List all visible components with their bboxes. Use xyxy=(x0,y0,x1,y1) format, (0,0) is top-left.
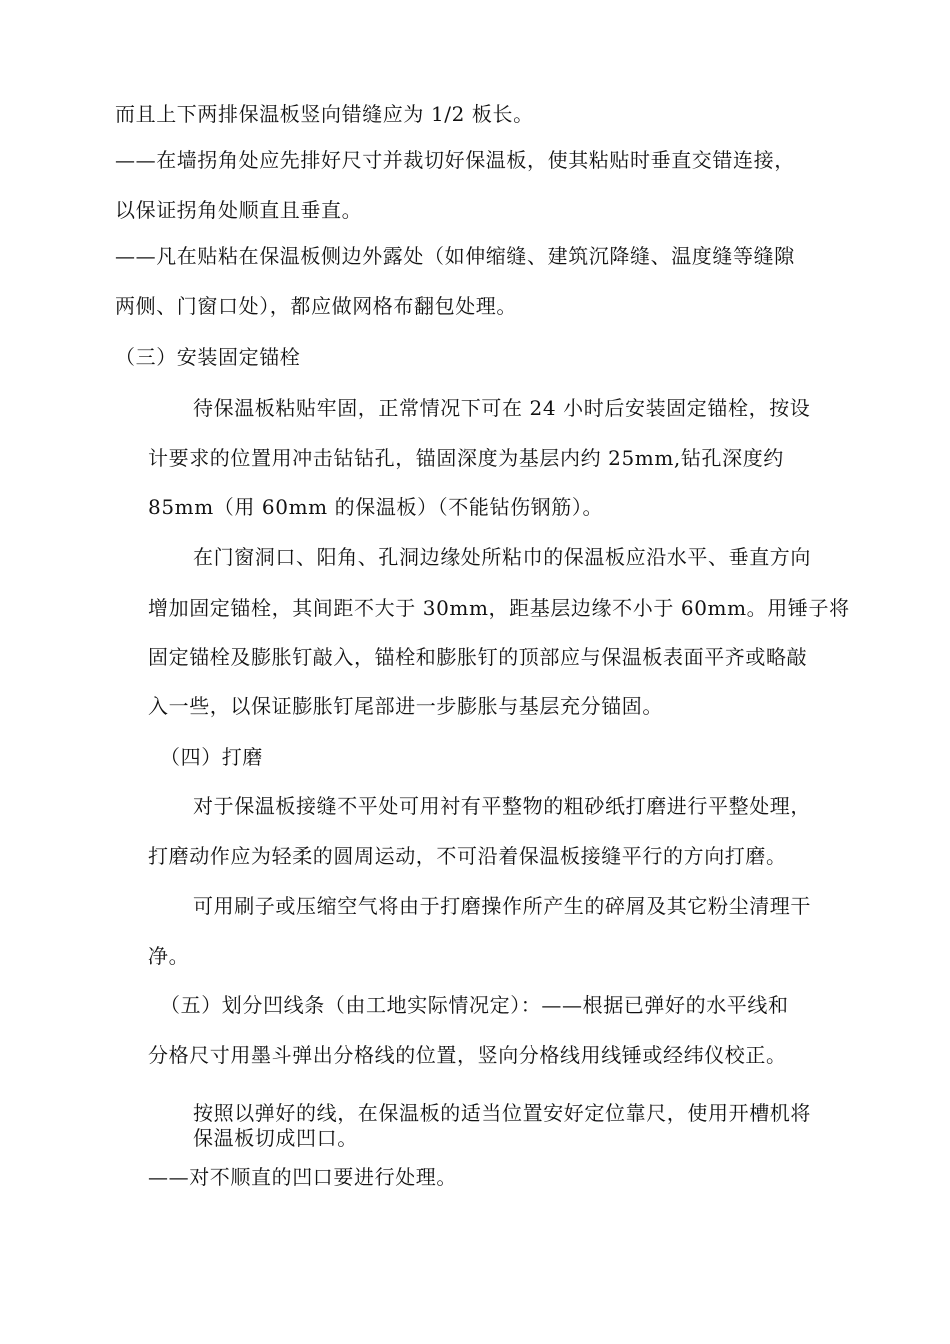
text-line-1: 而且上下两排保温板竖向错缝应为 1/2 板长。 xyxy=(115,102,534,126)
text-line-5: 两侧、门窗口处），都应做网格布翻包处理。 xyxy=(115,294,517,318)
text-line-13: 入一些，以保证膨胀钉尾部进一步膨胀与基层充分锚固。 xyxy=(148,694,663,718)
text-line-2: ——在墙拐角处应先排好尺寸并裁切好保温板，使其粘贴时垂直交错连接， xyxy=(115,148,795,172)
text-line-8: 计要求的位置用冲击钻钻孔，锚固深度为基层内约 25mm,钻孔深度约 xyxy=(148,446,784,470)
text-line-16: 打磨动作应为轻柔的圆周运动，不可沿着保温板接缝平行的方向打磨。 xyxy=(148,844,787,868)
text-line-15: 对于保温板接缝不平处可用衬有平整物的粗砂纸打磨进行平整处理， xyxy=(193,794,811,818)
text-line-17: 可用刷子或压缩空气将由于打磨操作所产生的碎屑及其它粉尘清理干 xyxy=(193,894,811,918)
text-line-21: 按照以弹好的线，在保温板的适当位置安好定位靠尺，使用开槽机将 xyxy=(193,1101,811,1125)
section-heading-5: （五）划分凹线条（由工地实际情况定）：——根据已弹好的水平线和 xyxy=(160,993,789,1017)
text-line-20: 分格尺寸用墨斗弹出分格线的位置，竖向分格线用线锤或经纬仪校正。 xyxy=(148,1043,787,1067)
text-line-12: 固定锚栓及膨胀钉敲入，锚栓和膨胀钉的顶部应与保温板表面平齐或略敲 xyxy=(148,645,808,669)
text-line-18: 净。 xyxy=(148,944,190,968)
section-heading-3: （三）安装固定锚栓 xyxy=(115,345,301,369)
text-line-3: 以保证拐角处顺直且垂直。 xyxy=(115,198,363,222)
text-line-9: 85mm（用 60mm 的保温板）（不能钻伤钢筋）。 xyxy=(148,495,604,519)
text-line-23: ——对不顺直的凹口要进行处理。 xyxy=(148,1165,457,1189)
text-line-7: 待保温板粘贴牢固，正常情况下可在 24 小时后安装固定锚栓，按设 xyxy=(193,396,811,420)
text-line-4: ——凡在贴粘在保温板侧边外露处（如伸缩缝、建筑沉降缝、温度缝等缝隙 xyxy=(115,244,795,268)
text-line-10: 在门窗洞口、阳角、孔洞边缘处所粘巾的保温板应沿水平、垂直方向 xyxy=(193,545,811,569)
section-heading-4: （四）打磨 xyxy=(160,745,263,769)
text-line-11: 增加固定锚栓，其间距不大于 30mm，距基层边缘不小于 60mm。用锤子将 xyxy=(148,596,850,620)
text-line-22: 保温板切成凹口。 xyxy=(193,1126,358,1150)
